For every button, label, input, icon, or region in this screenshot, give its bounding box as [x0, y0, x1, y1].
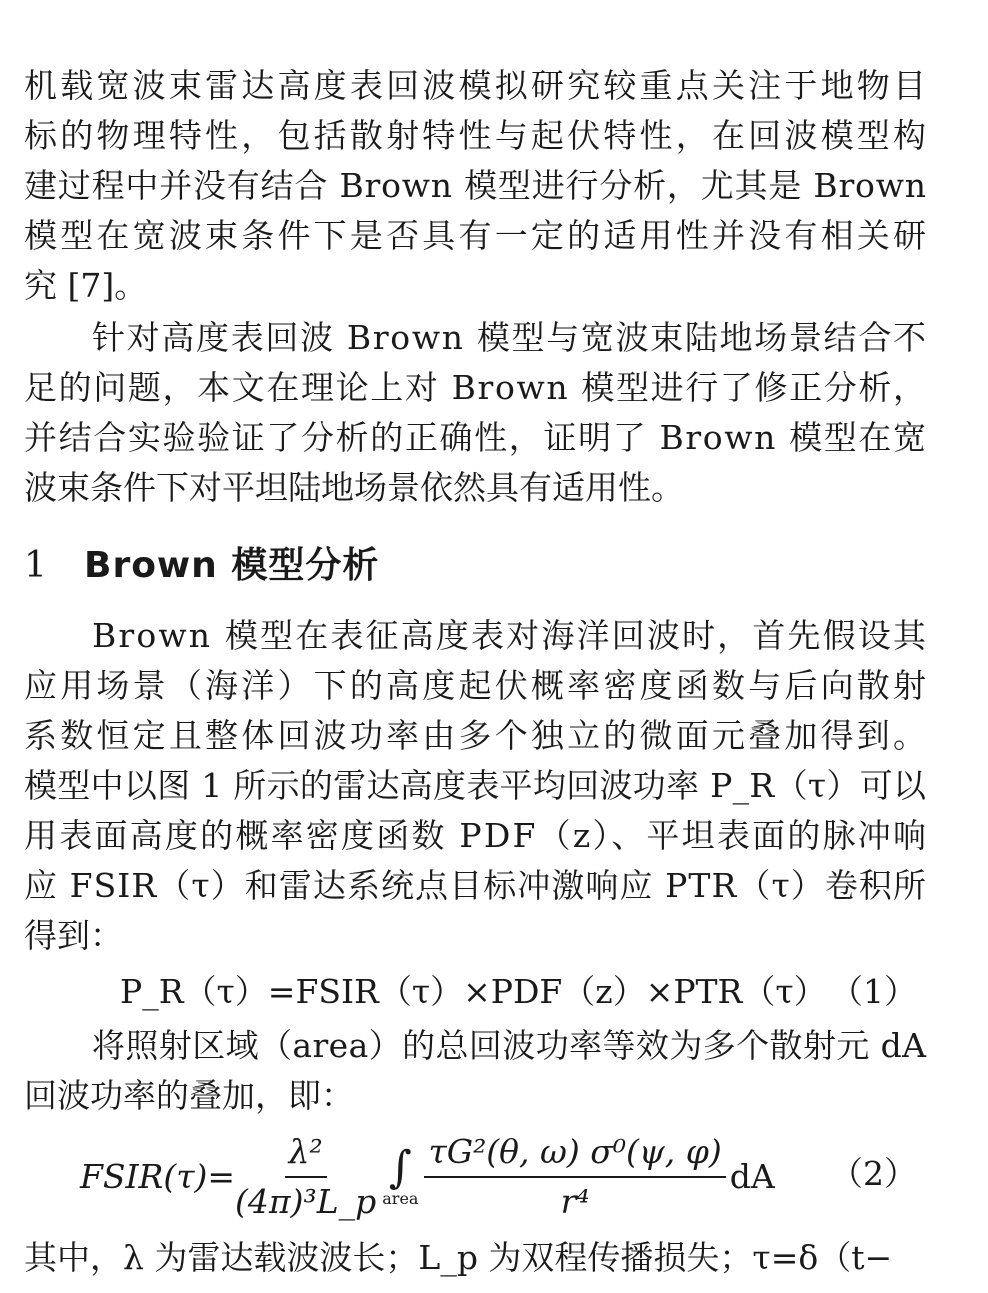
- text-line-content: 足的问题，本文在理论上对 Brown 模型进行了修正分析，: [24, 368, 928, 407]
- equation-1-text: P_R（τ）=FSIR（τ）×PDF（z）×PTR（τ）: [120, 972, 827, 1011]
- text-line: [24, 164, 926, 208]
- text-line: [24, 664, 930, 708]
- section-heading: [24, 542, 379, 590]
- eq2-frac1-num: λ²: [285, 1130, 327, 1178]
- text-line-content: 得到：: [24, 916, 123, 955]
- text-line-content: 针对高度表回波 Brown 模型与宽波束陆地场景结合不: [92, 318, 928, 357]
- text-line: [24, 64, 930, 108]
- text-line-content: 系数恒定且整体回波功率由多个独立的微面元叠加得到。: [24, 716, 930, 755]
- text-line: [24, 814, 929, 858]
- section-number: 1: [24, 545, 47, 586]
- text-line-content: 标的物理特性，包括散射特性与起伏特性，在回波模型构: [24, 116, 930, 155]
- text-line-content: 模型中以图 1 所示的雷达高度表平均回波功率 P_R（τ）可以: [24, 766, 927, 805]
- text-line-content: 用表面高度的概率密度函数 PDF（z）、平坦表面的脉冲响: [24, 816, 929, 855]
- eq2-frac2-den: r⁴: [560, 1182, 590, 1221]
- text-line-content: 回波功率的叠加，即：: [24, 1076, 354, 1115]
- text-line-content: 将照射区域（area）的总回波功率等效为多个散射元 dA: [92, 1026, 927, 1065]
- eq2-tail: dA: [729, 1157, 775, 1196]
- text-line-content: 究 [7]。: [24, 266, 148, 305]
- last-line: [24, 1236, 926, 1280]
- text-line: [24, 466, 926, 510]
- text-line: [92, 316, 926, 360]
- text-line: [24, 764, 926, 808]
- equation-2-number: （2）: [830, 1154, 917, 1193]
- text-line: [24, 1074, 926, 1118]
- equation-1-number: （1）: [830, 972, 917, 1011]
- text-line-content: 应 FSIR（τ）和雷达系统点目标冲激响应 PTR（τ）卷积所: [24, 866, 928, 905]
- text-line: [24, 416, 926, 460]
- eq2-frac1: [235, 1130, 376, 1224]
- text-line-content: 并结合实验验证了分析的正确性，证明了 Brown 模型在宽: [24, 418, 928, 457]
- text-line-content: Brown 模型在表征高度表对海洋回波时，首先假设其: [92, 616, 929, 655]
- text-line-content: 机载宽波束雷达高度表回波模拟研究较重点关注于地物目: [24, 66, 930, 105]
- eq2-frac1-den: (4π)³L_p: [235, 1182, 377, 1221]
- text-line-content: 应用场景（海洋）下的高度起伏概率密度函数与后向散射: [24, 666, 930, 705]
- text-line: [92, 1024, 926, 1068]
- text-line: [24, 114, 930, 158]
- text-line: [24, 864, 926, 908]
- eq2-lhs: FSIR(τ)=: [80, 1157, 236, 1196]
- section-title: Brown 模型分析: [84, 545, 380, 586]
- eq2-frac2: [424, 1130, 725, 1224]
- equation-1: [120, 970, 827, 1014]
- eq2-integral: ∫ area: [382, 1142, 419, 1208]
- text-line: [92, 614, 929, 658]
- last-line-text: 其中，λ 为雷达载波波长；L_p 为双程传播损失；τ=δ（t−: [24, 1238, 893, 1277]
- text-line-content: 建过程中并没有结合 Brown 模型进行分析，尤其是 Brown: [24, 166, 927, 205]
- text-line: [24, 714, 930, 758]
- eq2-integral-sub: area: [382, 1189, 419, 1208]
- text-line: [24, 914, 926, 958]
- text-line-content: 波束条件下对平坦陆地场景依然具有适用性。: [24, 468, 684, 507]
- eq2-frac2-num: τG²(θ, ω) σ⁰(ψ, φ): [424, 1130, 725, 1178]
- equation-2: [80, 1130, 775, 1224]
- text-line: [24, 214, 930, 258]
- text-line: [24, 264, 926, 308]
- text-line-content: 模型在宽波束条件下是否具有一定的适用性并没有相关研: [24, 216, 930, 255]
- text-line: [24, 366, 926, 410]
